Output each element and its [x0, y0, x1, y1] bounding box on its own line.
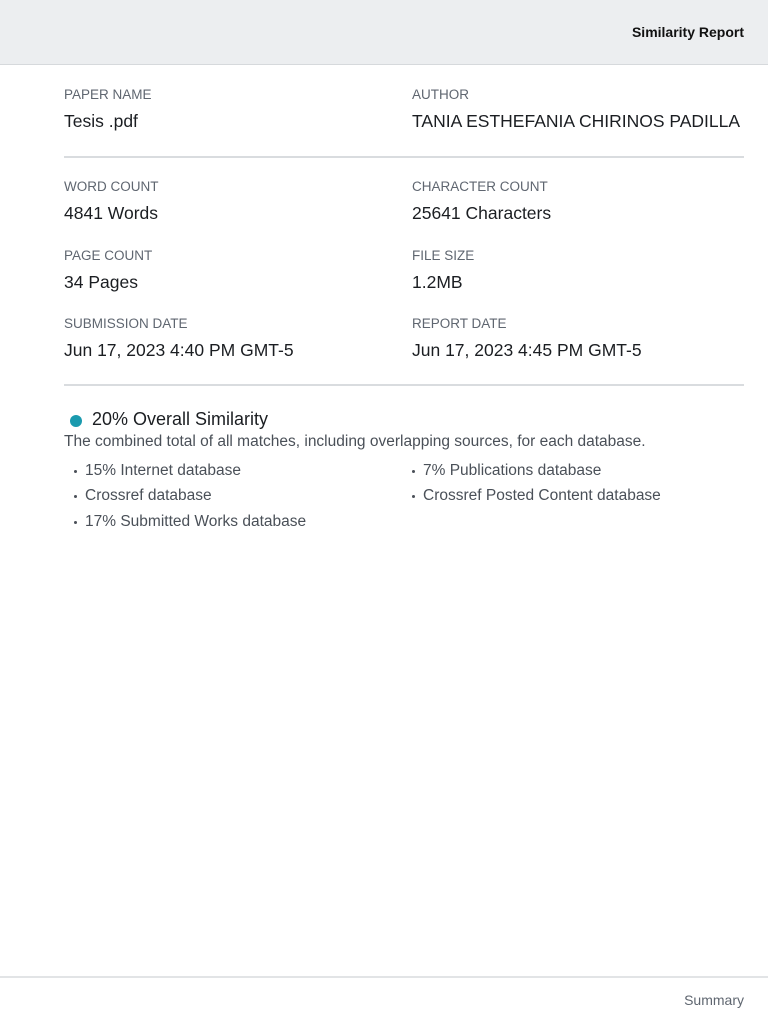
bullet-icon [412, 495, 415, 498]
similarity-description: The combined total of all matches, including overlapping sources, for each database. [64, 433, 646, 450]
report-footer [0, 976, 768, 1024]
bullet-icon [74, 495, 77, 498]
author-value: TANIA ESTHEFANIA CHIRINOS PADILLA [412, 111, 741, 131]
divider [64, 156, 744, 158]
source-item [412, 487, 661, 505]
divider [64, 384, 744, 386]
character-count-label: CHARACTER COUNT [412, 179, 548, 194]
file-size-value: 1.2MB [412, 272, 463, 292]
source-item [74, 462, 241, 480]
paper-name-label: PAPER NAME [64, 87, 152, 102]
source-item-label: Crossref database [85, 487, 212, 504]
report-header [0, 0, 768, 65]
overall-similarity-title: 20% Overall Similarity [92, 409, 269, 429]
character-count-value: 25641 Characters [412, 203, 552, 223]
report-date-value: Jun 17, 2023 4:45 PM GMT-5 [412, 340, 642, 360]
author-label: AUTHOR [412, 87, 469, 102]
report-title: Similarity Report [631, 24, 744, 40]
report-date-label: REPORT DATE [412, 316, 507, 331]
submission-date-label: SUBMISSION DATE [64, 316, 188, 331]
source-item-label: 7% Publications database [423, 462, 602, 479]
source-item [74, 513, 306, 531]
word-count-label: WORD COUNT [64, 179, 159, 194]
source-item-label: 15% Internet database [85, 462, 241, 479]
paper-name-value: Tesis .pdf [64, 111, 138, 131]
file-size-label: FILE SIZE [412, 248, 475, 263]
source-item-label: Crossref Posted Content database [423, 487, 661, 504]
page-count-value: 34 Pages [64, 272, 138, 292]
source-item-label: 17% Submitted Works database [85, 513, 307, 530]
similarity-dot-icon [70, 415, 82, 427]
source-item [74, 487, 212, 505]
bullet-icon [412, 470, 415, 473]
submission-date-value: Jun 17, 2023 4:40 PM GMT-5 [64, 340, 294, 360]
page-count-label: PAGE COUNT [64, 248, 153, 263]
bullet-icon [74, 521, 77, 524]
word-count-value: 4841 Words [64, 203, 159, 223]
footer-summary-label: Summary [684, 992, 744, 1008]
source-item [412, 462, 601, 480]
bullet-icon [74, 470, 77, 473]
